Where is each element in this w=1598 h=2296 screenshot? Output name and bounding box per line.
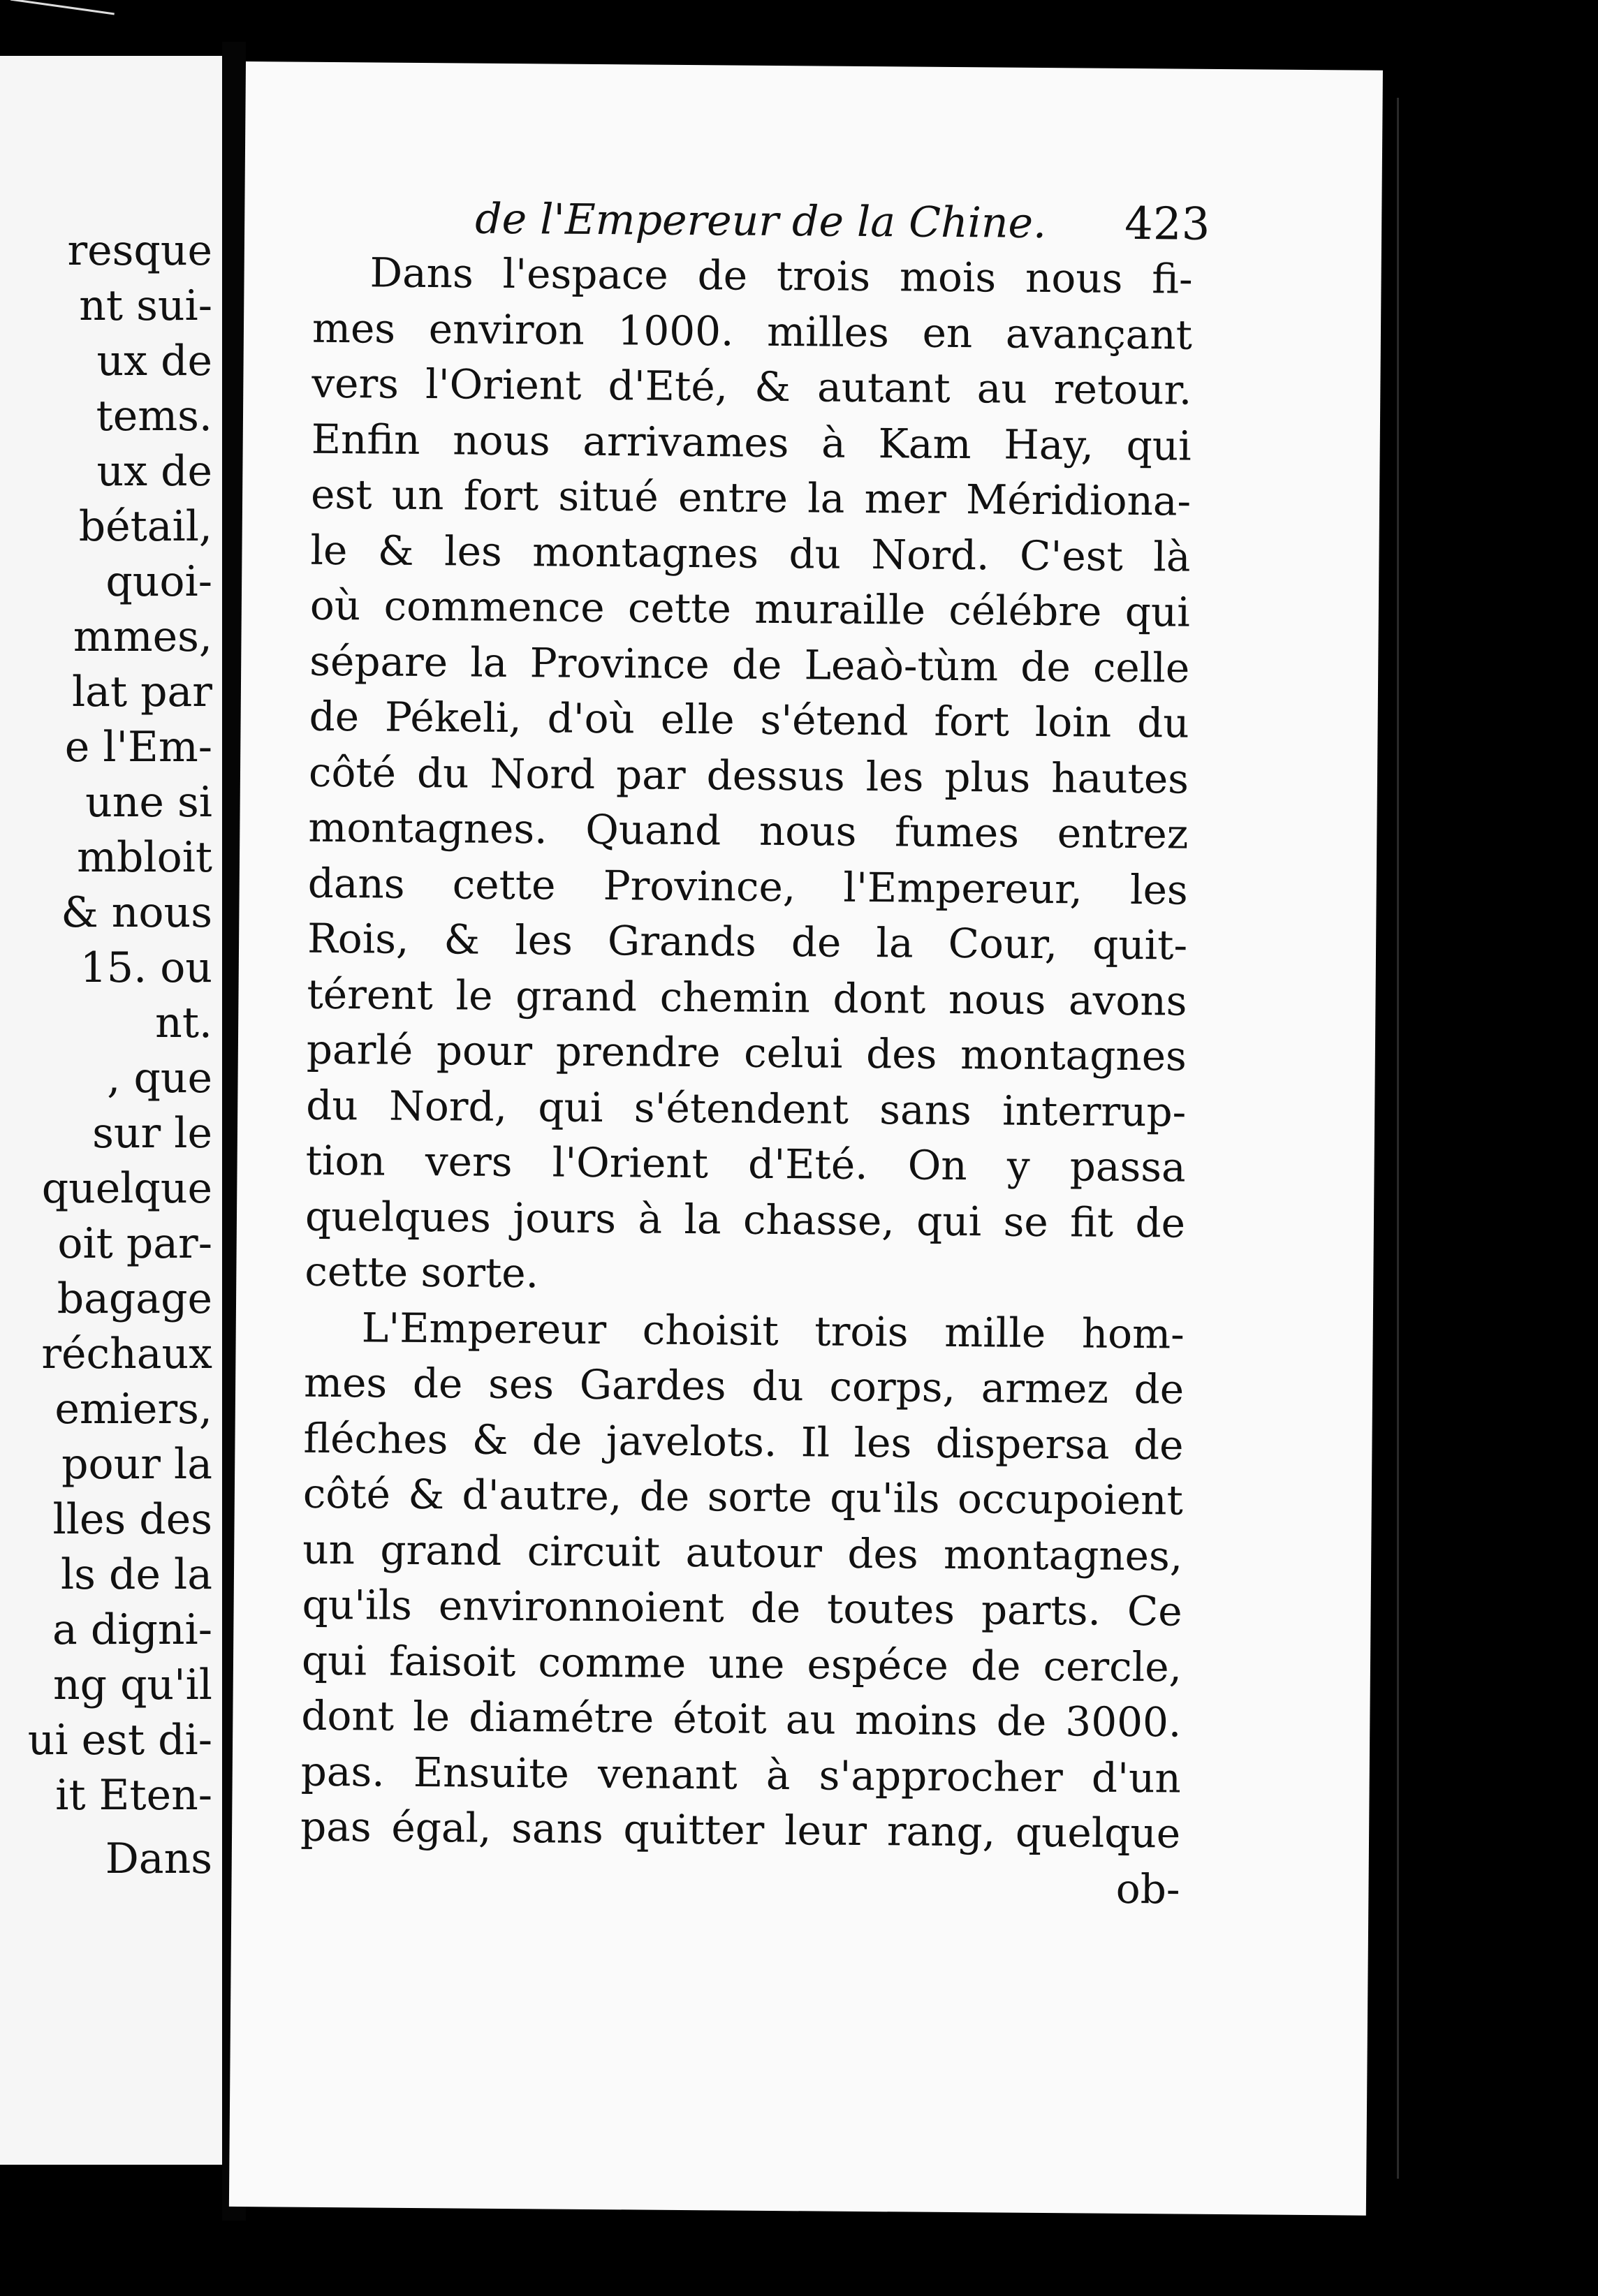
page-edge <box>1397 98 1399 2179</box>
left-page-line: e l'Em- <box>64 723 212 772</box>
left-page-line: ng qu'il <box>52 1661 212 1709</box>
left-page-line: bagage <box>57 1274 212 1323</box>
left-page-line: ui est di- <box>27 1716 212 1765</box>
left-page-line: nt. <box>155 999 212 1047</box>
text-line: de Pékeli, d'où elle s'étend fort loin du <box>309 692 1189 747</box>
text-line: vers l'Orient d'Eté, & autant au retour. <box>311 359 1192 414</box>
text-line: cette sorte. <box>305 1247 539 1297</box>
text-line: pas égal, sans quitter leur rang, quelque <box>300 1802 1181 1857</box>
text-line: quelques jours à la chasse, qui se fit de <box>305 1192 1186 1247</box>
text-line: térent le grand chemin dont nous avons <box>307 970 1187 1025</box>
left-page-line: it Eten- <box>55 1771 212 1820</box>
text-line: fléches & de javelots. Il les dispersa de <box>303 1414 1184 1469</box>
page-body-text <box>300 245 1193 1918</box>
right-page <box>229 61 1383 2216</box>
text-line: où commence cette muraille célébre qui <box>309 581 1191 636</box>
text-line: dans cette Province, l'Empereur, les <box>307 859 1188 914</box>
text-line: mes environ 1000. milles en avançant <box>311 304 1193 359</box>
text-line: le & les montagnes du Nord. C'est là <box>310 526 1191 581</box>
text-line: du Nord, qui s'étendent sans interrup- <box>306 1081 1187 1136</box>
text-line: montagnes. Quand nous fumes entrez <box>308 803 1189 858</box>
text-line: Rois, & les Grands de la Cour, quit- <box>307 914 1188 969</box>
running-head: de l'Empereur de la Chine. <box>474 194 1047 249</box>
text-line: Dans l'espace de trois mois nous fi- <box>369 249 1193 303</box>
left-page-line: lles des <box>52 1495 212 1544</box>
left-page-line: mmes, <box>73 612 212 661</box>
left-page-line: & nous <box>61 888 212 937</box>
text-line: qui faisoit comme une espéce de cercle, <box>301 1636 1182 1691</box>
left-page-line: ux de <box>96 447 212 496</box>
text-line: mes de ses Gardes du corps, armez de <box>303 1358 1185 1413</box>
text-line: sépare la Province de Leaò-tùm de celle <box>309 637 1190 692</box>
left-page-line: ls de la <box>60 1550 212 1599</box>
left-page-text <box>28 223 212 1887</box>
left-page-line: tems. <box>96 392 212 441</box>
left-page-line: resque <box>67 226 212 275</box>
left-page-line: une si <box>85 778 212 827</box>
left-page-line: oit par- <box>57 1219 212 1268</box>
left-page-line: 15. ou <box>80 943 212 992</box>
text-line: L'Empereur choisit trois mille hom- <box>361 1303 1185 1358</box>
text-line: Enfin nous arrivames à Kam Hay, qui <box>311 415 1192 470</box>
text-line: dont le diamétre étoit au moins de 3000. <box>301 1691 1182 1746</box>
left-page-line: lat par <box>71 668 212 716</box>
text-line: côté & d'autre, de sorte qu'ils occupoient <box>302 1469 1184 1524</box>
scan-artifact-line <box>10 0 115 19</box>
left-page-line: ux de <box>96 337 212 385</box>
text-line: un grand circuit autour des montagnes, <box>302 1525 1183 1580</box>
left-page-line: sur le <box>92 1109 212 1158</box>
text-line: parlé pour prendre celui des montagnes <box>306 1025 1187 1080</box>
left-page-catchword: Dans <box>105 1834 212 1883</box>
text-line: côté du Nord par dessus les plus hautes <box>308 748 1189 803</box>
text-line: est un fort situé entre la mer Méridiona- <box>310 470 1192 525</box>
left-page-line: nt sui- <box>79 281 212 330</box>
left-page-line: pour la <box>61 1440 212 1489</box>
catchword: ob- <box>1115 1864 1180 1913</box>
left-page-line: quoi- <box>105 557 212 606</box>
left-page-line: a digni- <box>52 1605 212 1654</box>
text-line: tion vers l'Orient d'Eté. On y passa <box>305 1136 1186 1191</box>
text-line: qu'ils environnoient de toutes parts. Ce <box>302 1580 1182 1635</box>
left-page-fragment <box>0 56 222 2165</box>
left-page-line: quelque <box>41 1164 212 1213</box>
left-page-line: bétail, <box>78 502 212 551</box>
page-number: 423 <box>1124 198 1210 251</box>
left-page-line: réchaux <box>41 1330 212 1378</box>
left-page-line: mbloit <box>77 833 212 882</box>
text-line: pas. Ensuite venant à s'approcher d'un <box>300 1747 1182 1802</box>
left-page-line: , que <box>107 1054 212 1103</box>
left-page-line: emiers, <box>54 1385 212 1434</box>
